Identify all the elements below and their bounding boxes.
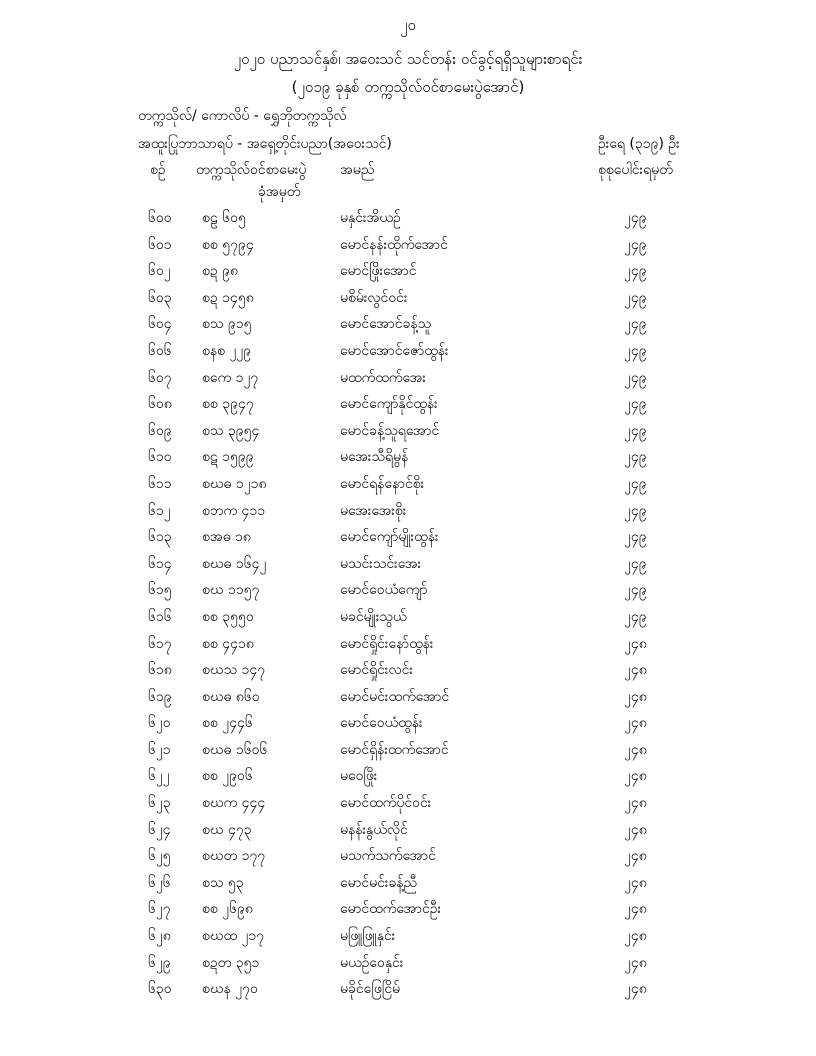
row-name: မောင်ဖြိုးအောင် bbox=[340, 263, 417, 280]
table-row bbox=[0, 603, 816, 630]
row-name: မောင်ရှိန်းထက်အောင် bbox=[340, 741, 449, 758]
table-row bbox=[0, 443, 816, 470]
row-roll-number: စဍ ၉၈ bbox=[202, 263, 238, 280]
row-roll-number: စဃ ၁၁၅၇ bbox=[202, 582, 260, 599]
row-name: မအေးအေးစိုး bbox=[340, 502, 407, 519]
row-score: ၂၄၈ bbox=[624, 768, 647, 785]
row-roll-number: စဍ ၁၄၅၈ bbox=[202, 289, 254, 306]
row-roll-number: စဃက ၄၄၄ bbox=[202, 795, 266, 812]
row-name: မခင်မျိုးသွယ် bbox=[340, 608, 407, 625]
row-serial: ၆၀၆ bbox=[148, 342, 172, 359]
row-name: မောင်ရှိုင်းလင်း bbox=[340, 662, 413, 679]
row-serial: ၆၂၆ bbox=[148, 874, 171, 891]
total-count: ဦးရေ (၃၁၉) ဦး bbox=[598, 136, 680, 152]
row-roll-number: စကေ ၁၂၇ bbox=[202, 369, 259, 386]
row-roll-number: စစ ၂၆၉၈ bbox=[202, 901, 253, 918]
table-row bbox=[0, 869, 816, 896]
row-name: မောင်မင်းထက်အောင် bbox=[340, 688, 450, 705]
column-header-total-score: စုစုပေါင်းရမှတ် bbox=[598, 162, 673, 178]
row-roll-number: စနစ ၂၂၉ bbox=[202, 342, 252, 359]
row-serial: ၆၁၂ bbox=[148, 502, 171, 519]
row-serial: ၆၃၀ bbox=[148, 981, 172, 998]
row-score: ၂၄၈ bbox=[624, 688, 647, 705]
row-score: ၂၄၉ bbox=[624, 449, 647, 466]
row-roll-number: စဃတ ၁၇၇ bbox=[202, 848, 266, 865]
row-roll-number: စဘက ၄၁၁ bbox=[202, 502, 266, 519]
row-score: ၂၄၉ bbox=[624, 475, 647, 492]
row-serial: ၆၀၄ bbox=[148, 316, 172, 333]
row-roll-number: စဃဓ ၁၆၄၂ bbox=[202, 555, 267, 572]
row-name: မယဉ်ဝေနှင်း bbox=[340, 954, 404, 971]
row-name: မောင်ရှိုင်းနော်ထွန်း bbox=[340, 635, 434, 652]
row-roll-number: စအဓ ၁၈ bbox=[202, 529, 251, 546]
row-score: ၂၄၈ bbox=[624, 635, 647, 652]
table-row bbox=[0, 390, 816, 417]
row-score: ၂၄၉ bbox=[624, 396, 647, 413]
table-row bbox=[0, 337, 816, 364]
row-serial: ၆၀၁ bbox=[148, 236, 172, 253]
row-score: ၂၄၈ bbox=[624, 981, 647, 998]
table-row bbox=[0, 816, 816, 843]
row-roll-number: စစ ၅၇၉၄ bbox=[202, 236, 254, 253]
row-name: မောင်ဝေယံကျော် bbox=[340, 582, 428, 599]
row-score: ၂၄၈ bbox=[624, 795, 647, 812]
row-serial: ၆၁၆ bbox=[148, 608, 172, 625]
table-row bbox=[0, 550, 816, 577]
row-roll-number: စသ ၅၃ bbox=[202, 874, 244, 891]
row-roll-number: စဍတ ၃၅၁ bbox=[202, 954, 260, 971]
row-roll-number: စဃဓ ၁၂၁၈ bbox=[202, 475, 267, 492]
row-name: မနှင်းအိယဉ် bbox=[340, 210, 401, 226]
row-serial: ၆၂၃ bbox=[148, 795, 171, 812]
row-roll-number: စသ ၃၉၅၄ bbox=[202, 422, 260, 439]
table-row bbox=[0, 975, 816, 1002]
column-header-serial: စဉ် bbox=[150, 162, 166, 178]
row-serial: ၆၁၀ bbox=[148, 449, 172, 466]
row-name: မောင်ခန့်သူရအောင် bbox=[340, 422, 440, 439]
row-serial: ၆၂၁ bbox=[148, 741, 171, 758]
row-roll-number: စဃ ၄၇၃ bbox=[202, 821, 252, 838]
table-row bbox=[0, 762, 816, 789]
table-row bbox=[0, 523, 816, 550]
row-score: ၂၄၈ bbox=[624, 901, 647, 918]
table-row bbox=[0, 709, 816, 736]
row-name: မောင်မင်းခန့်ညီ bbox=[340, 874, 418, 891]
row-name: မသင်းသင်းအေး bbox=[340, 555, 422, 572]
page-title: ၂၀၂၀ ပညာသင်နှစ်၊ အဝေးသင် သင်တန်း ဝင်ခွင့်ရရှိသူများစာရင်း bbox=[233, 50, 583, 68]
row-score: ၂၄၈ bbox=[624, 662, 647, 679]
row-serial: ၆၁၉ bbox=[148, 688, 172, 705]
column-header-name: အမည် bbox=[340, 162, 375, 178]
row-serial: ၆၂၄ bbox=[148, 821, 171, 838]
row-score: ၂၄၉ bbox=[624, 289, 647, 306]
row-serial: ၆၀၈ bbox=[148, 396, 172, 413]
row-name: မထက်ထက်အေး bbox=[340, 369, 426, 386]
row-roll-number: စစ ၃၅၅၀ bbox=[202, 608, 254, 625]
column-header-roll-number: တက္ကသိုလ်ဝင်စာမေးပွဲ bbox=[196, 162, 307, 178]
row-roll-number: စဋ ၁၅၉၉ bbox=[202, 449, 254, 466]
table-row bbox=[0, 417, 816, 444]
row-score: ၂၄၉ bbox=[624, 608, 647, 625]
row-score: ၂၄၉ bbox=[624, 236, 647, 253]
row-name: မောင်ကျော်မျိုးထွန်း bbox=[340, 529, 439, 546]
row-name: မခိုင်ဖြေငြိမ် bbox=[340, 981, 400, 998]
row-serial: ၆၀၉ bbox=[148, 422, 172, 439]
university-line: တက္ကသိုလ်/ ကောလိပ် - ရွှေဘိုတက္ကသိုလ် bbox=[138, 108, 347, 124]
row-score: ၂၄၉ bbox=[624, 529, 647, 546]
row-score: ၂၄၈ bbox=[624, 741, 647, 758]
row-roll-number: စဃန ၂၇၀ bbox=[202, 981, 258, 998]
row-score: ၂၄၉ bbox=[624, 422, 647, 439]
row-score: ၂၄၈ bbox=[624, 848, 647, 865]
column-header-roll-number-line2: ခုံအမှတ် bbox=[258, 184, 301, 200]
table-row bbox=[0, 949, 816, 976]
table-row bbox=[0, 284, 816, 311]
row-score: ၂၄၉ bbox=[624, 210, 647, 226]
department-line: အထူးပြုဘာသာရပ် - အရှေ့တိုင်းပညာ(အဝေးသင်) bbox=[138, 136, 392, 152]
row-serial: ၆၁၁ bbox=[148, 475, 172, 492]
row-roll-number: စဃသ ၁၄၇ bbox=[202, 662, 266, 679]
row-name: မစိမ်းလွင်ဝင်း bbox=[340, 289, 408, 306]
row-name: မဖြူဖြူနှင်း bbox=[340, 928, 396, 945]
row-name: မောင်ထက်အောင်ဦး bbox=[340, 901, 442, 918]
row-roll-number: စစ ၂၄၄၆ bbox=[202, 715, 253, 732]
row-score: ၂၄၉ bbox=[624, 582, 647, 599]
row-roll-number: စသ ၉၁၅ bbox=[202, 316, 252, 333]
row-score: ၂၄၈ bbox=[624, 954, 647, 971]
row-serial: ၆၁၄ bbox=[148, 555, 172, 572]
table-row bbox=[0, 736, 816, 763]
row-serial: ၆၂၅ bbox=[148, 848, 171, 865]
row-serial: ၆၁၈ bbox=[148, 662, 172, 679]
row-score: ၂၄၉ bbox=[624, 555, 647, 572]
row-roll-number: စစ ၃၉၄၇ bbox=[202, 396, 254, 413]
row-roll-number: စစ ၄၄၁၈ bbox=[202, 635, 254, 652]
row-name: မောင်ဝေယံထွန်း bbox=[340, 715, 423, 732]
row-name: မောင်နန်းထိုက်အောင် bbox=[340, 236, 448, 253]
table-row bbox=[0, 789, 816, 816]
row-name: မသက်သက်အောင် bbox=[340, 848, 436, 865]
row-serial: ၆၁၅ bbox=[148, 582, 172, 599]
row-serial: ၆၂၉ bbox=[148, 954, 171, 971]
page-number: ၂၀ bbox=[400, 16, 416, 34]
row-score: ၂၄၈ bbox=[624, 874, 647, 891]
row-score: ၂၄၉ bbox=[624, 502, 647, 519]
row-serial: ၆၂၀ bbox=[148, 715, 171, 732]
row-roll-number: စဃဓ ၁၆၀၆ bbox=[202, 741, 268, 758]
row-serial: ၆၂၇ bbox=[148, 901, 171, 918]
row-score: ၂၄၈ bbox=[624, 715, 647, 732]
row-serial: ၆၀၀ bbox=[148, 210, 172, 226]
row-serial: ၆၀၃ bbox=[148, 289, 172, 306]
table-row bbox=[0, 630, 816, 657]
row-roll-number: စဃထ ၂၁၇ bbox=[202, 928, 265, 945]
table-row bbox=[0, 922, 816, 949]
row-roll-number: စစ ၂၉၀၆ bbox=[202, 768, 253, 785]
row-score: ၂၄၉ bbox=[624, 342, 647, 359]
row-serial: ၆၁၃ bbox=[148, 529, 172, 546]
table-row bbox=[0, 310, 816, 337]
table-row bbox=[0, 683, 816, 710]
row-serial: ၆၂၂ bbox=[148, 768, 170, 785]
table-row bbox=[0, 895, 816, 922]
table-row bbox=[0, 656, 816, 683]
row-serial: ၆၁၇ bbox=[148, 635, 172, 652]
table-row bbox=[0, 257, 816, 284]
row-name: မဝေဖြိုး bbox=[340, 768, 378, 785]
table-row bbox=[0, 204, 816, 231]
table-row bbox=[0, 231, 816, 258]
row-name: မောင်ထက်ပိုင်ဝင်း bbox=[340, 795, 432, 812]
row-serial: ၆၂၈ bbox=[148, 928, 171, 945]
student-list bbox=[0, 204, 816, 1002]
table-row bbox=[0, 842, 816, 869]
page-subtitle: (၂၀၁၉ ခုနှစ် တက္ကသိုလ်ဝင်စာမေးပွဲအောင်) bbox=[291, 78, 525, 96]
row-serial: ၆၀၇ bbox=[148, 369, 172, 386]
row-name: မောင်ရန်နောင်စိုး bbox=[340, 475, 425, 492]
row-score: ၂၄၉ bbox=[624, 369, 647, 386]
row-serial: ၆၀၂ bbox=[148, 263, 171, 280]
row-name: မောင်ကျော်နိုင်ထွန်း bbox=[340, 396, 438, 413]
row-roll-number: စဠ ၆၀၅ bbox=[202, 210, 246, 226]
row-score: ၂၄၉ bbox=[624, 316, 647, 333]
table-row bbox=[0, 497, 816, 524]
row-name: မအေးသီရိမွန် bbox=[340, 449, 409, 466]
row-score: ၂၄၉ bbox=[624, 263, 647, 280]
row-name: မောင်အောင်ဇော်ထွန်း bbox=[340, 342, 449, 359]
row-score: ၂၄၈ bbox=[624, 928, 647, 945]
row-roll-number: စဃဓ ၈၆၀ bbox=[202, 688, 260, 705]
table-row bbox=[0, 364, 816, 391]
table-row bbox=[0, 470, 816, 497]
row-score: ၂၄၈ bbox=[624, 821, 647, 838]
row-name: မောင်အောင်ခန့်သူ bbox=[340, 316, 432, 333]
table-row bbox=[0, 576, 816, 603]
row-name: မနန်းနွယ်လိုင် bbox=[340, 821, 408, 838]
